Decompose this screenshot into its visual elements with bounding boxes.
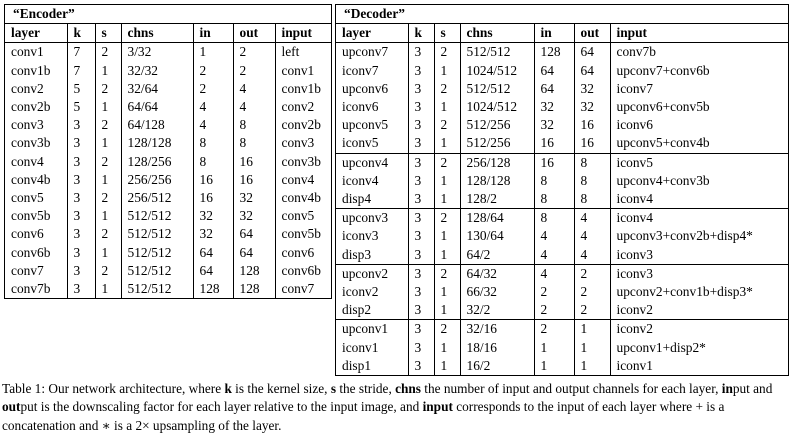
table-cell: disp2: [336, 301, 408, 320]
caption-text-1: Our network architecture, where: [45, 381, 225, 396]
table-cell: 16: [574, 116, 610, 134]
table-cell: 3: [408, 43, 434, 62]
table-cell: 128/128: [460, 172, 534, 190]
table-cell: iconv1: [610, 357, 788, 375]
table-cell: upconv4: [342, 154, 389, 170]
table-cell: iconv2: [610, 301, 788, 320]
table-cell: 3: [67, 116, 95, 134]
table-cell: 4: [574, 246, 610, 265]
table-cell: 3: [408, 320, 434, 339]
decoder-col-header-s: s: [434, 24, 460, 43]
table-cell: 1: [434, 301, 460, 320]
table-cell: 16: [574, 134, 610, 153]
table-cell: conv4: [11, 153, 44, 169]
table-cell: conv1b: [275, 80, 331, 98]
table-cell: 130/64: [460, 227, 534, 245]
decoder-header-row: [336, 24, 788, 43]
table-cell: 64/64: [121, 98, 193, 116]
table-cell: 32: [193, 225, 233, 243]
table-cell: conv2b: [275, 116, 331, 134]
table-cell: 128: [534, 43, 574, 62]
table-cell: conv2b: [11, 99, 51, 115]
decoder-col-header-k: k: [408, 24, 434, 43]
table-cell: conv1: [11, 44, 44, 60]
encoder-title-row: [5, 5, 331, 24]
table-cell: 512/512: [460, 43, 534, 62]
table-cell: 2: [193, 80, 233, 98]
table-cell: 32: [193, 207, 233, 225]
caption-text-5: put and: [732, 381, 773, 396]
table-cell: 3: [408, 227, 434, 245]
table-cell: 3: [67, 225, 95, 243]
table-cell: 2: [95, 189, 121, 207]
table-cell: iconv3: [610, 246, 788, 265]
table-cell: 2: [95, 225, 121, 243]
table-cell: iconv3: [610, 264, 788, 283]
table-cell: 64: [574, 43, 610, 62]
table-cell: conv7: [11, 262, 44, 278]
table-cell: conv6: [11, 226, 44, 242]
table-cell: upconv5+conv4b: [610, 134, 788, 153]
table-row: [5, 207, 331, 225]
table-cell: 128/2: [460, 190, 534, 209]
table-cell: 2: [95, 262, 121, 280]
table-cell: 64/32: [460, 264, 534, 283]
decoder-col-header-chns: chns: [460, 24, 534, 43]
table-cell: 3: [408, 134, 434, 153]
table-cell: 512/512: [460, 80, 534, 98]
table-cell: 32: [574, 98, 610, 116]
table-cell: 256/512: [121, 189, 193, 207]
table-cell: conv4b: [11, 171, 51, 187]
table-cell: 2: [434, 116, 460, 134]
table-cell: 32: [574, 80, 610, 98]
table-cell: 2: [574, 283, 610, 301]
table-cell: 3: [408, 98, 434, 116]
table-cell: 1: [434, 190, 460, 209]
table-row: [5, 98, 331, 116]
table-cell: 3: [67, 134, 95, 152]
table-cell: iconv3: [342, 228, 379, 244]
table-cell: 4: [193, 116, 233, 134]
table-row: [336, 246, 788, 265]
encoder-col-header-k: k: [67, 24, 95, 43]
table-row: [5, 43, 331, 62]
table-cell: iconv4: [610, 209, 788, 228]
table-cell: 2: [233, 62, 275, 80]
table-cell: 512/512: [121, 207, 193, 225]
table-row: [336, 339, 788, 357]
table-cell: iconv7: [342, 62, 379, 78]
caption-bold-in: in: [721, 381, 733, 396]
table-cell: 3: [408, 264, 434, 283]
encoder-col-header-layer: layer: [5, 24, 67, 43]
table-cell: 8: [233, 116, 275, 134]
table-row: [5, 62, 331, 80]
table-cell: 7: [67, 43, 95, 62]
table-cell: 3: [408, 246, 434, 265]
table-cell: 1: [574, 357, 610, 375]
table-cell: 8: [534, 209, 574, 228]
decoder-col-header-input: input: [610, 24, 788, 43]
table-cell: 128/64: [460, 209, 534, 228]
table-cell: conv5: [275, 207, 331, 225]
table-cell: 1: [534, 357, 574, 375]
table-cell: conv3: [11, 117, 44, 133]
decoder-col-header-out: out: [574, 24, 610, 43]
table-cell: conv5b: [275, 225, 331, 243]
table-cell: 1024/512: [460, 62, 534, 80]
table-cell: 64: [193, 244, 233, 262]
table-cell: iconv6: [610, 116, 788, 134]
table-cell: 2: [534, 320, 574, 339]
table-cell: 32: [233, 207, 275, 225]
table-cell: upconv2+conv1b+disp3*: [610, 283, 788, 301]
table-cell: upconv7: [342, 44, 389, 60]
table-cell: upconv1: [342, 321, 389, 337]
table-cell: 4: [574, 227, 610, 245]
table-cell: 64/128: [121, 116, 193, 134]
table-row: [336, 209, 788, 228]
table-cell: 3: [67, 171, 95, 189]
table-cell: 3: [408, 283, 434, 301]
table-cell: 2: [574, 301, 610, 320]
table-cell: 8: [574, 190, 610, 209]
caption-text-6: put is the downscaling factor for each layer relative to the input image, and: [20, 399, 423, 415]
table-cell: 5: [67, 98, 95, 116]
table-row: [336, 264, 788, 283]
table-row: [336, 357, 788, 375]
caption-label: Table 1:: [2, 381, 46, 396]
table-cell: 8: [193, 153, 233, 171]
table-cell: 1: [434, 134, 460, 153]
table-cell: 16: [534, 134, 574, 153]
table-row: [336, 153, 788, 172]
table-cell: 128/128: [121, 134, 193, 152]
table-cell: 1: [434, 283, 460, 301]
table-cell: 8: [233, 134, 275, 152]
table-cell: 8: [574, 153, 610, 172]
table-cell: conv5b: [11, 208, 51, 224]
table-cell: 32: [233, 189, 275, 207]
table-cell: 128: [233, 262, 275, 280]
table-cell: conv7b: [610, 43, 788, 62]
table-cell: 512/512: [121, 262, 193, 280]
table-row: [5, 171, 331, 189]
table-cell: 2: [434, 209, 460, 228]
table-row: [336, 116, 788, 134]
table-cell: 1: [534, 339, 574, 357]
table-row: [336, 283, 788, 301]
table-cell: 128/256: [121, 153, 193, 171]
encoder-col-header-in: in: [193, 24, 233, 43]
table-cell: upconv6+conv5b: [610, 98, 788, 116]
table-cell: 1: [95, 62, 121, 80]
table-cell: disp1: [342, 357, 372, 373]
table-cell: 4: [534, 264, 574, 283]
table-cell: iconv4: [610, 190, 788, 209]
table-cell: conv1b: [11, 62, 51, 78]
table-cell: 7: [67, 62, 95, 80]
table-cell: 8: [534, 190, 574, 209]
table-row: [5, 80, 331, 98]
decoder-col-header-layer: layer: [336, 24, 408, 43]
encoder-header-row: [5, 24, 331, 43]
table-cell: 2: [434, 264, 460, 283]
table-cell: 512/256: [460, 116, 534, 134]
encoder-title: “Encoder”: [5, 5, 331, 24]
table-cell: conv3b: [275, 153, 331, 171]
table-cell: 3: [67, 153, 95, 171]
table-cell: 3: [67, 244, 95, 262]
table-cell: disp4: [336, 190, 408, 209]
table-cell: 1: [434, 357, 460, 375]
table-cell: conv6: [275, 244, 331, 262]
table-cell: 32: [534, 98, 574, 116]
table-cell: disp3: [336, 246, 408, 265]
table-cell: 1: [95, 244, 121, 262]
table-cell: 256/256: [121, 171, 193, 189]
table-row: [5, 244, 331, 262]
encoder-col-header-s: s: [95, 24, 121, 43]
table-cell: 1: [434, 227, 460, 245]
table-row: [5, 153, 331, 171]
table-cell: 4: [193, 98, 233, 116]
table-cell: upconv1+disp2*: [610, 339, 788, 357]
caption-text-3: the stride,: [336, 381, 396, 396]
table-cell: 1: [574, 320, 610, 339]
decoder-table: [336, 5, 788, 375]
table-cell: 66/32: [460, 283, 534, 301]
caption-bold-chns: chns: [395, 381, 421, 396]
table-row: [336, 43, 788, 62]
table-cell: 8: [574, 172, 610, 190]
table-cell: iconv6: [342, 99, 379, 115]
table-row: [5, 116, 331, 134]
table-cell: conv3b: [11, 135, 51, 151]
table-row: [336, 80, 788, 98]
table-cell: 3: [67, 207, 95, 225]
table-row: [336, 190, 788, 209]
table-row: [336, 227, 788, 245]
table-cell: 2: [193, 62, 233, 80]
table-cell: 32: [534, 116, 574, 134]
table-cell: upconv5: [342, 117, 389, 133]
table-cell: 16: [233, 171, 275, 189]
table-cell: 32/2: [460, 301, 534, 320]
table-cell: 1: [193, 43, 233, 62]
table-row: [336, 134, 788, 153]
table-cell: 3: [408, 301, 434, 320]
table-row: [336, 320, 788, 339]
table-cell: iconv2: [342, 284, 379, 300]
table-row: [5, 134, 331, 152]
table-cell: 64: [534, 80, 574, 98]
caption-bold-s: s: [330, 381, 337, 396]
caption-text-4: the number of input and output channels for each layer,: [420, 381, 722, 396]
table-cell: upconv4+conv3b: [610, 172, 788, 190]
decoder-table-frame: [335, 4, 789, 376]
table-cell: 3/32: [121, 43, 193, 62]
caption-text-7: corresponds to the input of each layer where + is a concatenation and ∗ is a 2× upsampling of the layer.: [2, 399, 725, 433]
table-cell: 4: [534, 246, 574, 265]
table-row: [5, 189, 331, 207]
table-cell: 2: [434, 153, 460, 172]
table-cell: 3: [67, 262, 95, 280]
table-cell: 32/64: [121, 80, 193, 98]
table-cell: 2: [434, 43, 460, 62]
table-cell: upconv6: [342, 80, 389, 96]
table-cell: 8: [193, 134, 233, 152]
table-cell: 2: [233, 43, 275, 62]
table-cell: 4: [233, 98, 275, 116]
table-cell: 1024/512: [460, 98, 534, 116]
table-cell: 64: [574, 62, 610, 80]
table-cell: 3: [408, 357, 434, 375]
table-cell: 256/128: [460, 153, 534, 172]
table-row: [336, 172, 788, 190]
decoder-title: “Decoder”: [336, 5, 788, 24]
table-cell: 2: [95, 43, 121, 62]
table-cell: 512/512: [121, 280, 193, 298]
table-cell: conv6b: [11, 244, 51, 260]
table-cell: 2: [534, 283, 574, 301]
table-caption: [2, 380, 792, 435]
table-cell: 18/16: [460, 339, 534, 357]
table-cell: 1: [95, 207, 121, 225]
table-cell: 3: [408, 80, 434, 98]
table-cell: 16/2: [460, 357, 534, 375]
table-cell: upconv7+conv6b: [610, 62, 788, 80]
table-cell: upconv3+conv2b+disp4*: [610, 227, 788, 245]
table-cell: upconv2: [342, 265, 389, 281]
table-cell: 512/512: [121, 244, 193, 262]
table-cell: 128: [233, 280, 275, 298]
table-cell: 5: [67, 80, 95, 98]
table-cell: 16: [534, 153, 574, 172]
decoder-title-row: [336, 5, 788, 24]
encoder-col-header-out: out: [233, 24, 275, 43]
table-cell: 2: [434, 320, 460, 339]
table-cell: 3: [408, 209, 434, 228]
encoder-col-header-chns: chns: [121, 24, 193, 43]
table-cell: 3: [408, 62, 434, 80]
table-cell: 3: [408, 172, 434, 190]
table-cell: 3: [408, 190, 434, 209]
table-row: [336, 301, 788, 320]
table-cell: conv5: [11, 190, 44, 206]
table-cell: conv1: [275, 62, 331, 80]
table-cell: 1: [434, 98, 460, 116]
caption-text-2: is the kernel size,: [231, 381, 331, 396]
decoder-col-header-in: in: [534, 24, 574, 43]
table-cell: conv3: [275, 134, 331, 152]
table-cell: iconv2: [610, 320, 788, 339]
table-cell: iconv4: [342, 172, 379, 188]
table-cell: 1: [434, 172, 460, 190]
table-row: [5, 262, 331, 280]
caption-bold-input: input: [422, 399, 453, 415]
table-cell: conv2: [275, 98, 331, 116]
table-cell: 32/32: [121, 62, 193, 80]
table-cell: 2: [95, 153, 121, 171]
table-cell: 64: [193, 262, 233, 280]
table-cell: 1: [574, 339, 610, 357]
table-cell: conv2: [11, 80, 44, 96]
table-cell: conv6b: [275, 262, 331, 280]
table-cell: 4: [574, 209, 610, 228]
table-cell: conv4: [275, 171, 331, 189]
table-cell: 512/256: [460, 134, 534, 153]
table-cell: 3: [67, 189, 95, 207]
table-cell: 4: [534, 227, 574, 245]
table-cell: 3: [408, 153, 434, 172]
table-row: [5, 225, 331, 243]
table-cell: upconv3: [342, 210, 389, 226]
table-cell: 3: [67, 280, 95, 298]
table-cell: conv7: [275, 280, 331, 298]
table-cell: 1: [434, 339, 460, 357]
table-cell: 1: [434, 246, 460, 265]
table-cell: 64/2: [460, 246, 534, 265]
table-cell: 512/512: [121, 225, 193, 243]
table-cell: 128: [193, 280, 233, 298]
table-cell: 2: [534, 301, 574, 320]
table-cell: 3: [408, 116, 434, 134]
caption-bold-out: out: [2, 399, 21, 415]
table-cell: 4: [233, 80, 275, 98]
table-cell: 64: [534, 62, 574, 80]
table-cell: 2: [434, 80, 460, 98]
table-row: [336, 98, 788, 116]
table-row: [5, 280, 331, 298]
table-cell: 2: [95, 80, 121, 98]
table-cell: 1: [95, 134, 121, 152]
table-cell: 8: [534, 172, 574, 190]
table-cell: iconv1: [342, 339, 379, 355]
table-cell: 16: [233, 153, 275, 171]
encoder-col-header-input: input: [275, 24, 331, 43]
table-cell: 2: [95, 116, 121, 134]
table-cell: 1: [434, 62, 460, 80]
table-cell: left: [275, 43, 331, 62]
table-cell: 2: [574, 264, 610, 283]
table-cell: 16: [193, 189, 233, 207]
table-cell: 3: [408, 339, 434, 357]
table-cell: 64: [233, 244, 275, 262]
table-cell: 32/16: [460, 320, 534, 339]
table-cell: 1: [95, 280, 121, 298]
table-cell: iconv5: [610, 153, 788, 172]
table-cell: 1: [95, 98, 121, 116]
table-cell: 1: [95, 171, 121, 189]
caption-bold-k: k: [224, 381, 232, 396]
table-cell: conv4b: [275, 189, 331, 207]
encoder-table: [5, 5, 331, 298]
table-cell: 16: [193, 171, 233, 189]
table-row: [336, 62, 788, 80]
table-cell: iconv5: [336, 134, 408, 153]
encoder-table-frame: [4, 4, 332, 299]
table-cell: conv7b: [11, 281, 51, 297]
table-cell: 64: [233, 225, 275, 243]
table-cell: iconv7: [610, 80, 788, 98]
